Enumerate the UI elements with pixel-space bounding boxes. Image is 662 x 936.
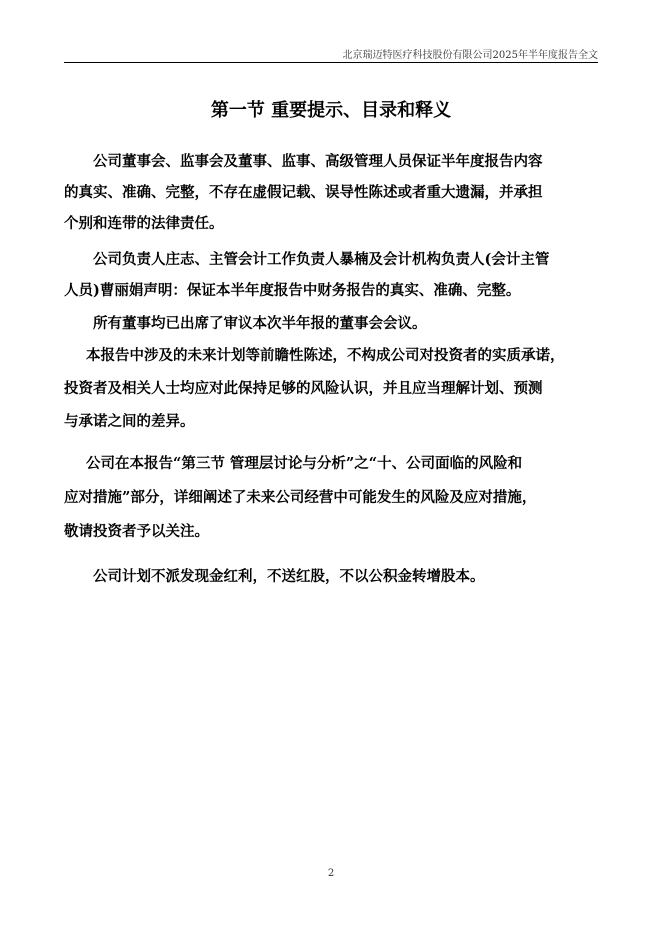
paragraph-line: 个别和连带的法律责任。 xyxy=(64,215,224,232)
page-header xyxy=(64,44,598,63)
header-text: 北京瑞迈特医疗科技股份有限公司2025年半年度报告全文 xyxy=(342,50,598,61)
paragraph-line: 公司董事会、监事会及董事、监事、高级管理人员保证半年度报告内容 xyxy=(93,153,543,170)
section-title: 第一节 重要提示、目录和释义 xyxy=(210,100,452,121)
paragraph-line: 应对措施”部分，详细阐述了未来公司经营中可能发生的风险及应对措施， xyxy=(64,489,537,506)
paragraph-line: 人员)曹丽娟声明：保证本半年度报告中财务报告的真实、准确、完整。 xyxy=(64,282,521,299)
paragraph-line: 与承诺之间的差异。 xyxy=(64,413,195,430)
paragraph-line: 敬请投资者予以关注。 xyxy=(64,523,209,540)
paragraph-line: 公司在本报告“第三节 管理层讨论与分析”之“十、公司面临的风险和 xyxy=(86,455,523,472)
paragraph-line: 的真实、准确、完整，不存在虚假记载、误导性陈述或者重大遗漏，并承担 xyxy=(64,184,543,201)
paragraph-line: 本报告中涉及的未来计划等前瞻性陈述，不构成公司对投资者的实质承诺， xyxy=(86,347,565,364)
paragraph-line: 公司负责人庄志、主管会计工作负责人暴楠及会计机构负责人(会计主管 xyxy=(93,251,550,268)
paragraph-line: 投资者及相关人士均应对此保持足够的风险认识，并且应当理解计划、预测 xyxy=(64,380,543,397)
paragraph-line: 公司计划不派发现金红利，不送红股，不以公积金转增股本。 xyxy=(93,568,485,585)
page-number: 2 xyxy=(327,868,335,879)
paragraph-line: 所有董事均已出席了审议本次半年报的董事会会议。 xyxy=(93,315,427,332)
